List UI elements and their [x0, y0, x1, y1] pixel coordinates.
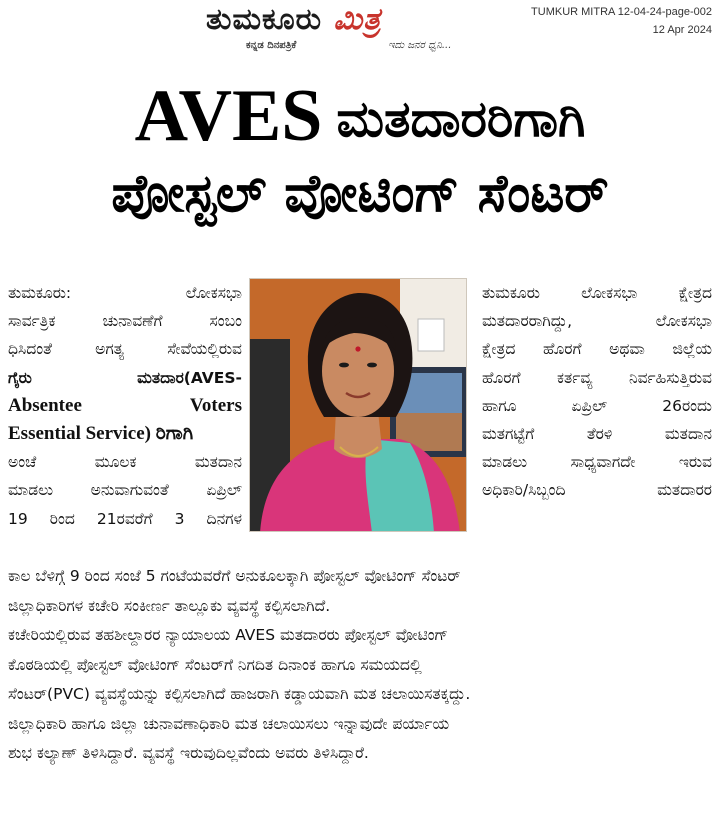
article-body-lower [8, 562, 712, 769]
right-line-5: ಹಾಗೂ ಏಪ್ರಿಲ್ 26ರಂದು [482, 396, 712, 415]
logo-accent-text: ಮಿತ್ರ [333, 2, 382, 37]
edition-date: 12 Apr 2024 [652, 24, 712, 36]
masthead [0, 0, 720, 66]
right-line-4: ಹೊರಗೆ ಕರ್ತವ್ಯ ನಿರ್ವಹಿಸುತ್ತಿರುವ [482, 368, 712, 387]
headline-line-2: ಪೋಸ್ಟಲ್ ವೋಟಿಂಗ್ ಸೆಂಟರ್ [111, 164, 609, 224]
left-line-4: ಗೈರು ಮತದಾರ(AVES- [8, 368, 242, 387]
left-line-3: ಧಿಸಿದಂತೆ ಅಗತ್ಯ ಸೇವೆಯಲ್ಲಿರುವ [8, 340, 242, 359]
right-line-3: ಕ್ಷೇತ್ರದ ಹೊರಗೆ ಅಥವಾ ಜಿಲ್ಲೆಯ [482, 340, 712, 359]
article-photo [249, 278, 467, 532]
left-line-6: Essential Service) ರಿಗಾಗಿ [8, 422, 194, 444]
newspaper-logo [206, 2, 381, 37]
edition-reference: TUMKUR MITRA 12-04-24-page-002 [531, 6, 712, 18]
photo-bindi [355, 346, 360, 351]
full-line-1: ಕಾಲ ಬೆಳಿಗ್ಗೆ 9 ರಿಂದ ಸಂಜೆ 5 ಗಂಟೆಯವರೆಗೆ ಅನುಕೂಲಕ್ಕಾಗಿ ಪೋಸ್ಟಲ್ ವೋಟಿಂಗ್ ಸೆಂಟರ್ [8, 567, 461, 585]
logo-main-text: ತುಮಕೂರು [206, 2, 323, 37]
photo-right-eye [367, 363, 377, 368]
portrait-illustration [250, 279, 467, 532]
right-line-8: ಅಧಿಕಾರಿ/ಸಿಬ್ಬಂದಿ ಮತದಾರರ [482, 481, 712, 500]
photo-neck [334, 411, 382, 458]
right-line-6: ಮತಗಟ್ಟೆಗೆ ತೆರಳಿ ಮತದಾನ [482, 424, 712, 443]
headline-line-1 [0, 74, 720, 159]
left-line-1: ತುಮಕೂರು: ಲೋಕಸಭಾ [8, 284, 242, 302]
right-line-7: ಮಾಡಲು ಸಾಧ್ಯವಾಗದೇ ಇರುವ [482, 453, 712, 472]
logo-tagline-left: ಕನ್ನಡ ದಿನಪತ್ರಿಕೆ [246, 40, 297, 51]
article-column-right [482, 279, 712, 505]
right-line-1: ತುಮಕೂರು ಲೋಕಸಭಾ ಕ್ಷೇತ್ರದ [482, 284, 712, 302]
left-line-2: ಸಾರ್ವತ್ರಿಕ ಚುನಾವಣೆಗೆ ಸಂಬಂ [8, 312, 242, 331]
photo-left-eye [339, 363, 349, 368]
photo-switch-plate [418, 319, 444, 351]
full-line-6: ಜಿಲ್ಲಾಧಿಕಾರಿ ಹಾಗೂ ಜಿಲ್ಲಾ ಚುನಾವಣಾಧಿಕಾರಿ ಮತ ಚಲಾಯಿಸಲು ಇನ್ನಾವುದೇ ಪರ್ಯಾಯ [8, 714, 450, 733]
full-line-7: ಶುಭ ಕಲ್ಯಾಣ್ ತಿಳಿಸಿದ್ದಾರೆ. ವ್ಯವಸ್ಥೆ ಇರುವುದಿಲ್ಲವೆಂದು ಅವರು ತಿಳಿಸಿದ್ದಾರೆ. [8, 744, 369, 762]
full-line-4: ಕೊಠಡಿಯಲ್ಲಿ ಪೋಸ್ಟಲ್ ವೋಟಿಂಗ್ ಸೆಂಟರ್‌ಗೆ ನಿಗದಿತ ದಿನಾಂಕ ಹಾಗೂ ಸಮಯದಲ್ಲಿ [8, 655, 422, 674]
full-line-2: ಜಿಲ್ಲಾಧಿಕಾರಿಗಳ ಕಚೇರಿ ಸಂಕೀರ್ಣ ತಾಲ್ಲೂಕು ವ್ಯವಸ್ಥೆ ಕಲ್ಪಿಸಲಾಗಿದೆ. [8, 596, 331, 615]
left-line-9: 19 ರಿಂದ 21ರವರೆಗೆ 3 ದಿನಗಳ [8, 509, 242, 528]
article-column-left [8, 279, 242, 533]
headline-aves: AVES [134, 75, 323, 157]
left-line-5: Absentee Voters [8, 394, 242, 416]
right-line-2: ಮತದಾರರಾಗಿದ್ದು, ಲೋಕಸಭಾ [482, 312, 712, 331]
full-line-3: ಕಚೇರಿಯಲ್ಲಿರುವ ತಹಶೀಲ್ದಾರರ ನ್ಯಾಯಾಲಯ AVES ಮತದಾರರು ಪೋಸ್ಟಲ್ ವೋಟಿಂಗ್ [8, 626, 448, 644]
left-line-7: ಅಂಚೆ ಮೂಲಕ ಮತದಾನ [8, 453, 242, 472]
logo-tagline-right: ಇದು ಜನರ ಧ್ವನಿ... [388, 40, 452, 51]
headline-line-1-rest: ಮತದಾರರಿಗಾಗಿ [336, 90, 586, 148]
left-line-8: ಮಾಡಲು ಅನುವಾಗುವಂತೆ ಏಪ್ರಿಲ್ [8, 481, 242, 500]
full-line-5: ಸೆಂಟರ್(PVC) ವ್ಯವಸ್ಥೆಯನ್ನು ಕಲ್ಪಿಸಲಾಗಿದೆ ಹಾಜರಾಗಿ ಕಡ್ಡಾಯವಾಗಿ ಮತ ಚಲಾಯಿಸತಕ್ಕದ್ದು. [8, 685, 471, 703]
